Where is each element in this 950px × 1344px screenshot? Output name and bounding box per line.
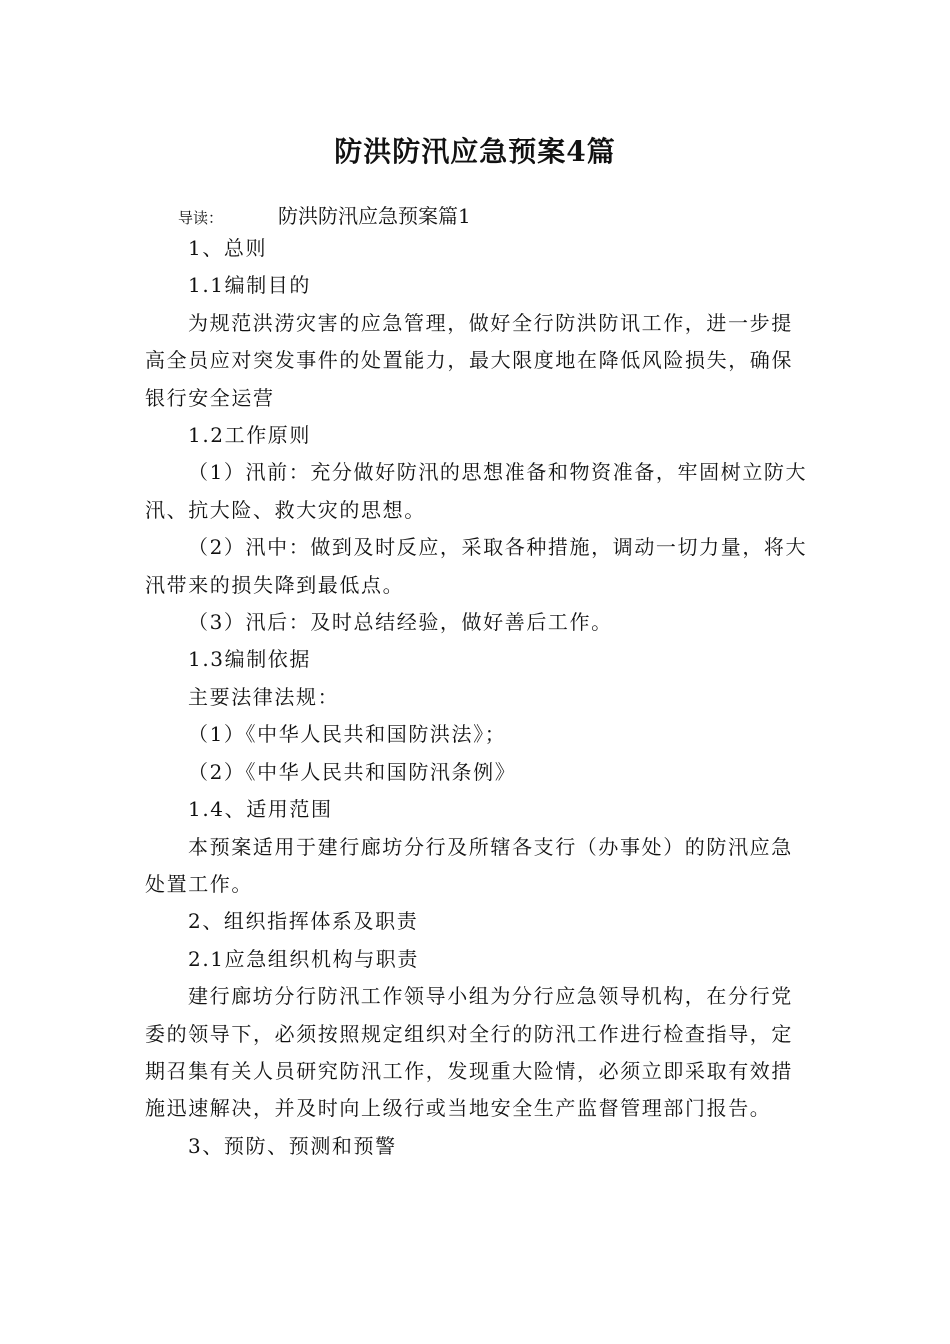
list-item: （2）汛中：做到及时反应，采取各种措施，调动一切力量，将大汛带来的损失降到最低点。 [145,535,808,597]
paragraph: 为规范洪涝灾害的应急管理，做好全行防洪防讯工作，进一步提高全员应对突发事件的处置能力，最大限度地在降低风险损失，确保银行安全运营 [145,310,793,410]
paragraph: 主要法律法规： [188,684,340,709]
subsection-heading: 1.3编制依据 [188,647,312,672]
subsection-heading: 1.2工作原则 [188,423,312,448]
list-item: （1）汛前：充分做好防汛的思想准备和物资准备，牢固树立防大汛、抗大险、救大灾的思想。 [145,460,808,522]
subsection-heading: 1.4、适用范围 [188,797,333,822]
list-item: （1）《中华人民共和国防洪法》； [188,722,507,747]
list-item: （2）《中华人民共和国防汛条例》 [188,759,517,784]
subsection-heading: 2.1应急组织机构与职责 [188,946,420,971]
lead-label: 导读： [178,209,224,227]
document-title: 防洪防汛应急预案4篇 [334,135,616,168]
paragraph: 建行廊坊分行防汛工作领导小组为分行应急领导机构，在分行党委的领导下，必须按照规定组织对全行的防汛工作进行检查指导，定期召集有关人员研究防汛工作，发现重大险情，必须立即采取有效措施迅速解决，并及时向上级行或当地安全生产监督管理部门报告。 [145,984,793,1121]
document-body [145,230,810,1165]
section-heading: 2、组织指挥体系及职责 [188,909,419,934]
paragraph: 本预案适用于建行廊坊分行及所辖各支行（办事处）的防汛应急处置工作。 [145,834,793,896]
list-item: （3）汛后：及时总结经验，做好善后工作。 [188,610,613,635]
lead-line [178,200,471,229]
section-heading: 3、预防、预测和预警 [188,1133,397,1158]
section-heading: 1、总则 [188,236,268,260]
subsection-heading: 1.1编制目的 [188,273,312,298]
lead-text: 防洪防汛应急预案篇1 [278,204,471,228]
